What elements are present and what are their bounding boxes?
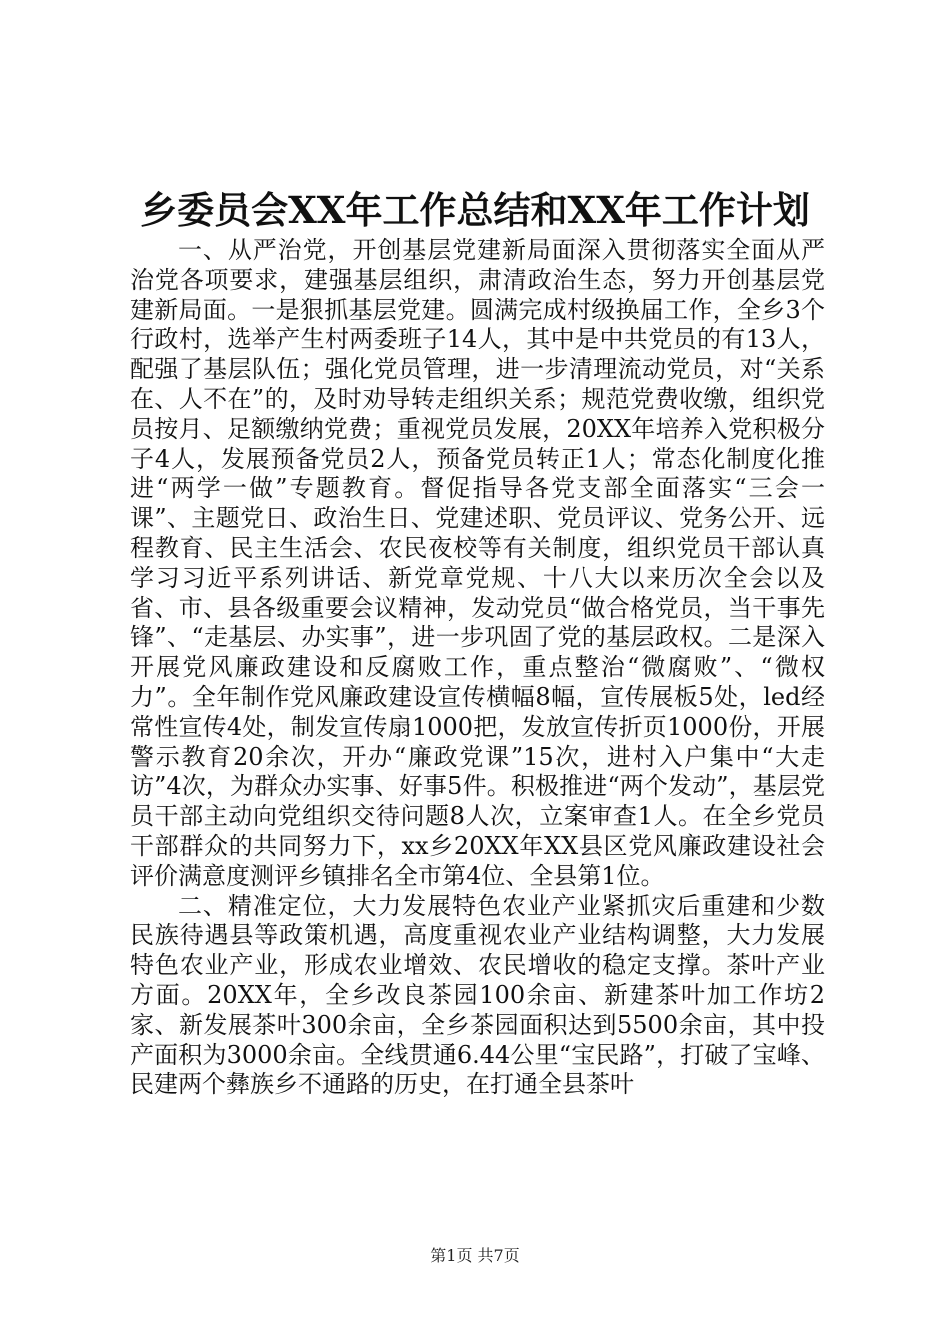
paragraph-1: 一、从严治党，开创基层党建新局面深入贯彻落实全面从严治党各项要求，建强基层组织，肃清政治生态，努力开创基层党建新局面。一是狠抓基层党建。圆满完成村级换届工作，全乡3个行政村，选举产生村两委班子14人，其中是中共党员的有13人，配强了基层队伍；强化党员管理，进一步清理流动党员，对“关系在、人不在”的，及时劝导转走组织关系；规范党费收缴，组织党员按月、足额缴纳党费；重视党员发展，20XX年培养入党积极分子4人，发展预备党员2人，预备党员转正1人；常态化制度化推进“两学一做”专题教育。督促指导各党支部全面落实“三会一课”、主题党日、政治生日、党建述职、党员评议、党务公开、远程教育、民主生活会、农民夜校等有关制度，组织党员干部认真学习习近平系列讲话、新党章党规、十八大以来历次全会以及省、市、县各级重要会议精神，发动党员“做合格党员，当干事先锋”、“走基层、办实事”，进一步巩固了党的基层政权。二是深入开展党风廉政建设和反腐败工作，重点整治“微腐败”、“微权力”。全年制作党风廉政建设宣传横幅8幅，宣传展板5处，led经常性宣传4处，制发宣传扇1000把，发放宣传折页1000份，开展警示教育20余次，开办“廉政党课”15次，进村入户集中“大走访”4次，为群众办实事、好事5件。积极推进“两个发动”，基层党员干部主动向党组织交待问题8人次，立案审查1人。在全乡党员干部群众的共同努力下，xx乡20XX年XX县区党风廉政建设社会评价满意度测评乡镇排名全市第4位、全县第1位。 [130, 236, 825, 890]
document-body [130, 236, 825, 1100]
paragraph-2: 二、精准定位，大力发展特色农业产业紧抓灾后重建和少数民族待遇县等政策机遇，高度重视农业产业结构调整，大力发展特色农业产业，形成农业增效、农民增收的稳定支撑。茶叶产业方面。20XX年，全乡改良茶园100余亩、新建茶叶加工作坊2家、新发展茶叶300余亩，全乡茶园面积达到5500余亩，其中投产面积为3000余亩。全线贯通6.44公里“宝民路”，打破了宝峰、民建两个彝族乡不通路的历史，在打通全县茶叶 [130, 891, 825, 1099]
document-title: 乡委员会XX年工作总结和XX年工作计划 [140, 188, 810, 232]
page-footer: 第1页 共7页 [430, 1246, 520, 1265]
